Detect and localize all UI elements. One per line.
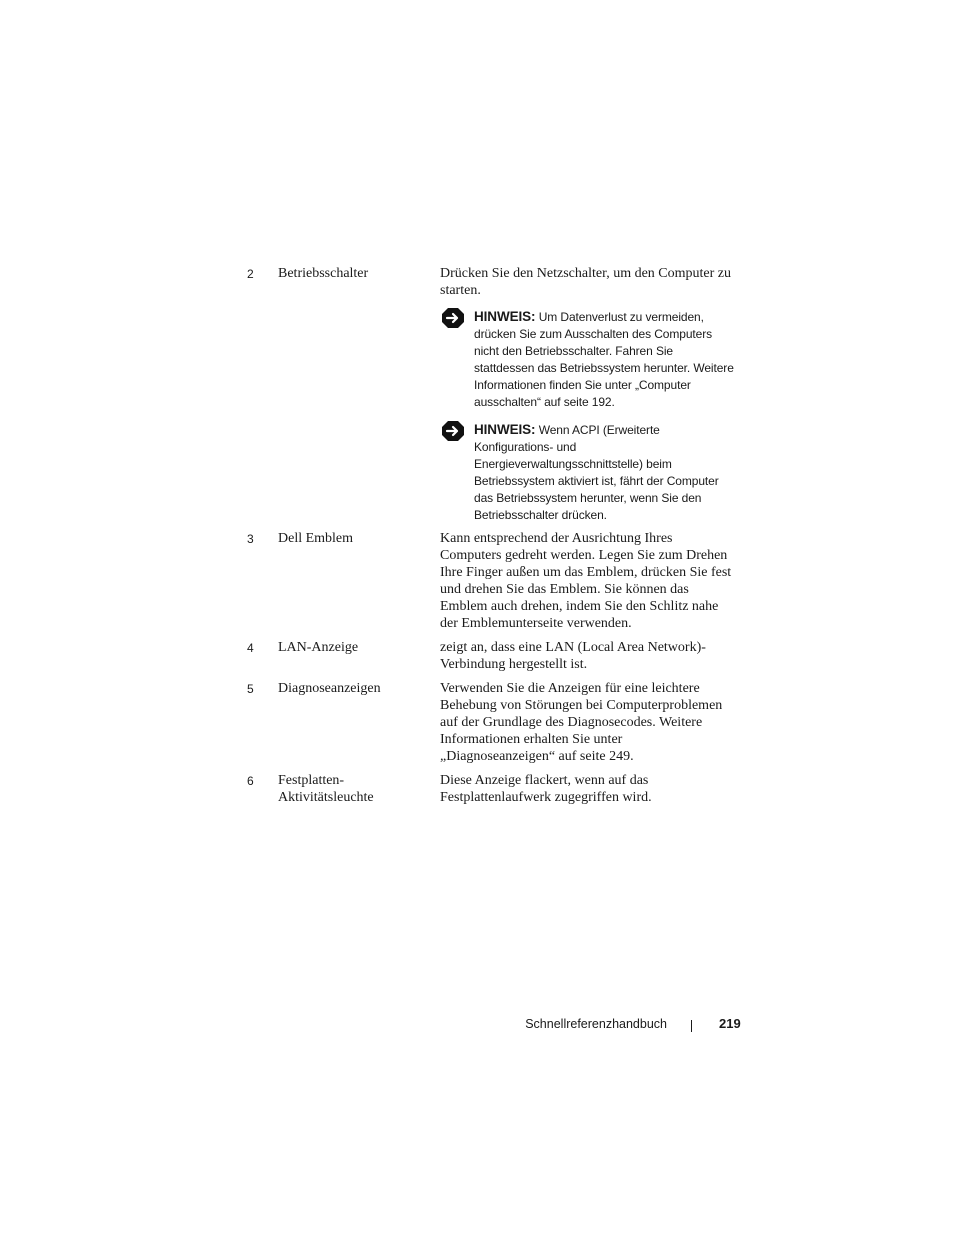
- notice-heading: HINWEIS:: [474, 309, 536, 324]
- item-description: zeigt an, dass eine LAN (Local Area Network)-Verbindung hergestellt ist.: [440, 640, 706, 672]
- item-number: 3: [247, 532, 254, 546]
- page-footer: [0, 1015, 954, 1035]
- item-label: Betriebsschalter: [278, 266, 369, 281]
- notice-arrow-icon: [442, 421, 464, 441]
- item-description: Kann entsprechend der Ausrichtung Ihres Computers gedreht werden. Legen Sie zum Drehen Ihre Finger außen um das Emblem, drücken Sie fest und drehen Sie das Emblem. Sie können das Emblem auch drehen, indem Sie den Schlitz nahe der Emblemunterseite verwenden.: [440, 531, 732, 631]
- item-description: Verwenden Sie die Anzeigen für eine leichtere Behebung von Störungen bei Computerproblemen auf der Grundlage des Diagnosecodes. Weitere Informationen erhalten Sie unter „Diagnoseanzeigen“ auf seite 249.: [440, 681, 723, 764]
- item-label: LAN-Anzeige: [278, 640, 359, 655]
- item-number: 6: [247, 774, 254, 788]
- notice-body: Wenn ACPI (Erweiterte Konfigurations- und Energieverwaltungsschnittstelle) beim Betriebssystem aktiviert ist, fährt der Computer das Betriebssystem herunter, wenn Sie den Betriebsschalter drücken.: [474, 423, 719, 522]
- notice-arrow-icon: [442, 308, 464, 328]
- page-number: 219: [719, 1016, 741, 1031]
- notice-body: Um Datenverlust zu vermeiden, drücken Sie zum Ausschalten des Computers nicht den Betriebsschalter. Fahren Sie stattdessen das Betriebssystem herunter. Weitere Informationen finden Sie unter „Computer ausschalten“ auf seite 192.: [474, 310, 734, 409]
- item-description: Diese Anzeige flackert, wenn auf das Festplattenlaufwerk zugegriffen wird.: [440, 773, 652, 805]
- item-number: 2: [247, 267, 254, 281]
- item-label: Diagnoseanzeigen: [278, 681, 381, 696]
- footer-title: Schnellreferenzhandbuch: [525, 1017, 667, 1031]
- notice-text: [474, 421, 736, 524]
- notice-text: [474, 308, 736, 411]
- footer-divider: [691, 1020, 692, 1032]
- item-number: 4: [247, 641, 254, 655]
- item-number: 5: [247, 682, 254, 696]
- item-description: Drücken Sie den Netzschalter, um den Computer zu starten.: [440, 266, 732, 298]
- notice-heading: HINWEIS:: [474, 422, 536, 437]
- item-label: Festplatten-Aktivitätsleuchte: [278, 773, 374, 805]
- item-label: Dell Emblem: [278, 531, 354, 546]
